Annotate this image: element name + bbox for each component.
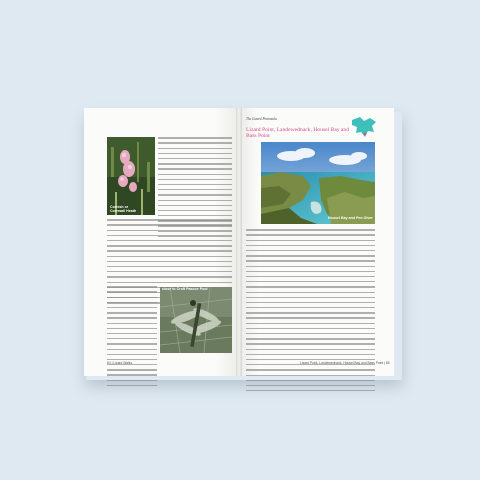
right-page-folio: Lizard Point, Landewednack, Housel Bay and Bass Point | 85 bbox=[300, 361, 390, 365]
dragonfly-photo bbox=[160, 287, 232, 353]
dragonfly-photo-caption: Dragonflies and damselflies are found close to Croft Pascoe Pool bbox=[162, 283, 228, 291]
running-head: The Lizard Peninsula bbox=[246, 117, 277, 121]
coastal-photo-caption: Housel Bay and Pen Olver bbox=[328, 216, 373, 220]
left-page-folio: 84 | Lizard Walks bbox=[107, 361, 133, 365]
coastal-photo bbox=[261, 142, 375, 224]
location-map-icon bbox=[350, 114, 378, 140]
book-gutter bbox=[236, 108, 242, 376]
left-body-text-bottom bbox=[107, 285, 157, 389]
heath-photo-caption: Cornish or Cornwall Heath bbox=[110, 205, 137, 213]
chapter-title: Lizard Point, Landewednack, Housel Bay and Bass Point bbox=[246, 127, 349, 140]
right-body-text bbox=[246, 228, 375, 394]
heath-photo bbox=[107, 137, 155, 215]
